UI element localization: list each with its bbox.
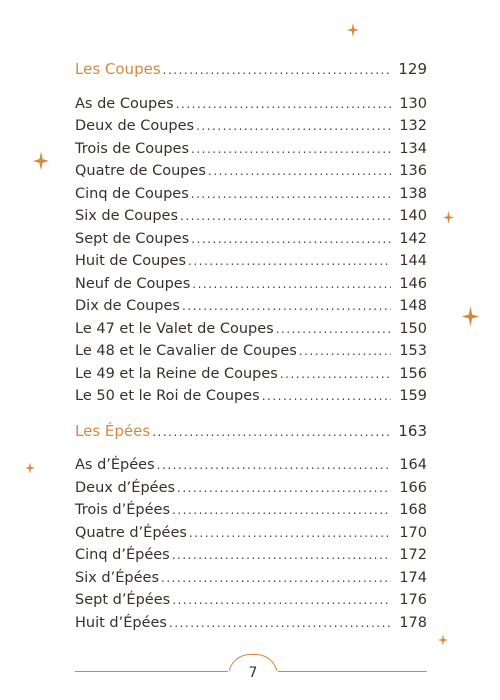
entry-label: Quatre d’Épées [75, 524, 187, 541]
entry-label: Sept de Coupes [75, 230, 190, 247]
dot-leader [196, 115, 391, 138]
dot-leader [191, 138, 391, 161]
entry-label: Le 48 et le Cavalier de Coupes [75, 343, 297, 359]
entry-page-number: 132 [399, 118, 427, 134]
entry-page-number: 144 [399, 253, 427, 269]
toc-entry[interactable] [75, 454, 427, 477]
toc-entry[interactable] [75, 295, 427, 318]
section-title: Les Épées [75, 421, 151, 440]
toc-entry[interactable] [75, 205, 427, 228]
sparkle-star-icon [25, 462, 35, 474]
dot-leader [177, 477, 391, 500]
section-page-number: 163 [398, 421, 427, 440]
entry-label: Trois de Coupes [75, 140, 190, 157]
dot-leader [172, 589, 391, 612]
entry-page-number: 174 [399, 569, 427, 586]
entry-page-number: 130 [399, 95, 427, 112]
page-number: 7 [248, 665, 258, 681]
entry-page-number: 166 [399, 479, 427, 496]
toc-section-heading[interactable] [75, 420, 427, 443]
toc-entry[interactable] [75, 115, 427, 138]
dot-leader [176, 93, 391, 116]
section-title: Les Coupes [75, 60, 161, 78]
entry-page-number: 172 [399, 547, 427, 563]
dot-leader [180, 205, 391, 228]
entry-page-number: 170 [399, 524, 427, 541]
entry-page-number: 142 [399, 230, 427, 247]
page-footer [75, 658, 427, 688]
toc-entry[interactable] [75, 228, 427, 251]
dot-leader [157, 454, 391, 477]
dot-leader [299, 340, 391, 363]
dot-leader [169, 612, 391, 635]
dot-leader [191, 183, 391, 206]
entry-label: Sept d’Épées [75, 592, 171, 608]
dot-leader [163, 59, 391, 82]
entry-page-number: 140 [399, 208, 427, 224]
dot-leader [172, 544, 391, 567]
entry-page-number: 178 [399, 614, 427, 631]
toc-entry[interactable] [75, 567, 427, 590]
toc-entry[interactable] [75, 477, 427, 500]
entry-page-number: 176 [399, 592, 427, 608]
entry-label: Deux d’Épées [75, 479, 176, 496]
entry-label: As de Coupes [75, 95, 174, 112]
section-page-number: 129 [398, 60, 427, 78]
toc-section-heading[interactable] [75, 58, 427, 81]
toc-entry[interactable] [75, 160, 427, 183]
toc-entry[interactable] [75, 363, 427, 386]
entry-label: Cinq d’Épées [75, 547, 170, 563]
table-of-contents [75, 58, 427, 634]
toc-entry[interactable] [75, 250, 427, 273]
entry-page-number: 136 [399, 163, 427, 179]
toc-entry[interactable] [75, 544, 427, 567]
sparkle-star-icon [347, 23, 359, 37]
entry-label: Dix de Coupes [75, 298, 180, 314]
dot-leader [152, 421, 391, 444]
dot-leader [188, 250, 391, 273]
dot-leader [276, 318, 391, 341]
entry-label: Quatre de Coupes [75, 163, 206, 179]
entry-page-number: 168 [399, 502, 427, 518]
entry-label: Huit de Coupes [75, 253, 187, 269]
dot-leader [189, 522, 391, 545]
entry-label: Six d’Épées [75, 569, 159, 586]
dot-leader [208, 160, 391, 183]
dot-leader [161, 567, 391, 590]
entry-page-number: 156 [399, 365, 427, 382]
sparkle-star-icon [443, 211, 454, 224]
dot-leader [262, 385, 391, 408]
entry-page-number: 164 [399, 457, 427, 473]
dot-leader [280, 363, 391, 386]
entry-label: Le 49 et la Reine de Coupes [75, 365, 278, 382]
dot-leader [182, 295, 391, 318]
entry-label: As d’Épées [75, 457, 155, 473]
toc-entry[interactable] [75, 93, 427, 116]
dot-leader [172, 499, 391, 522]
toc-entry[interactable] [75, 522, 427, 545]
dot-leader [192, 273, 391, 296]
entry-page-number: 159 [399, 388, 427, 404]
entry-page-number: 138 [399, 185, 427, 202]
toc-entry[interactable] [75, 385, 427, 408]
entry-label: Le 50 et le Roi de Coupes [75, 388, 260, 404]
toc-entry[interactable] [75, 499, 427, 522]
entry-label: Huit d’Épées [75, 614, 167, 631]
entry-label: Six de Coupes [75, 208, 179, 224]
entry-page-number: 153 [399, 343, 427, 359]
toc-entry[interactable] [75, 589, 427, 612]
entry-label: Deux de Coupes [75, 118, 195, 134]
toc-entry[interactable] [75, 273, 427, 296]
entry-label: Neuf de Coupes [75, 275, 191, 292]
entry-label: Cinq de Coupes [75, 185, 189, 202]
sparkle-star-icon [438, 634, 448, 646]
toc-entry[interactable] [75, 318, 427, 341]
entry-label: Trois d’Épées [75, 502, 171, 518]
entry-page-number: 148 [399, 298, 427, 314]
toc-entry[interactable] [75, 183, 427, 206]
sparkle-star-icon [33, 151, 49, 171]
toc-entry[interactable] [75, 612, 427, 635]
dot-leader [191, 228, 391, 251]
entry-page-number: 146 [399, 275, 427, 292]
toc-entry[interactable] [75, 138, 427, 161]
entry-page-number: 134 [399, 140, 427, 157]
entry-page-number: 150 [399, 320, 427, 337]
sparkle-star-icon [462, 306, 479, 327]
toc-entry[interactable] [75, 340, 427, 363]
entry-label: Le 47 et le Valet de Coupes [75, 320, 274, 337]
